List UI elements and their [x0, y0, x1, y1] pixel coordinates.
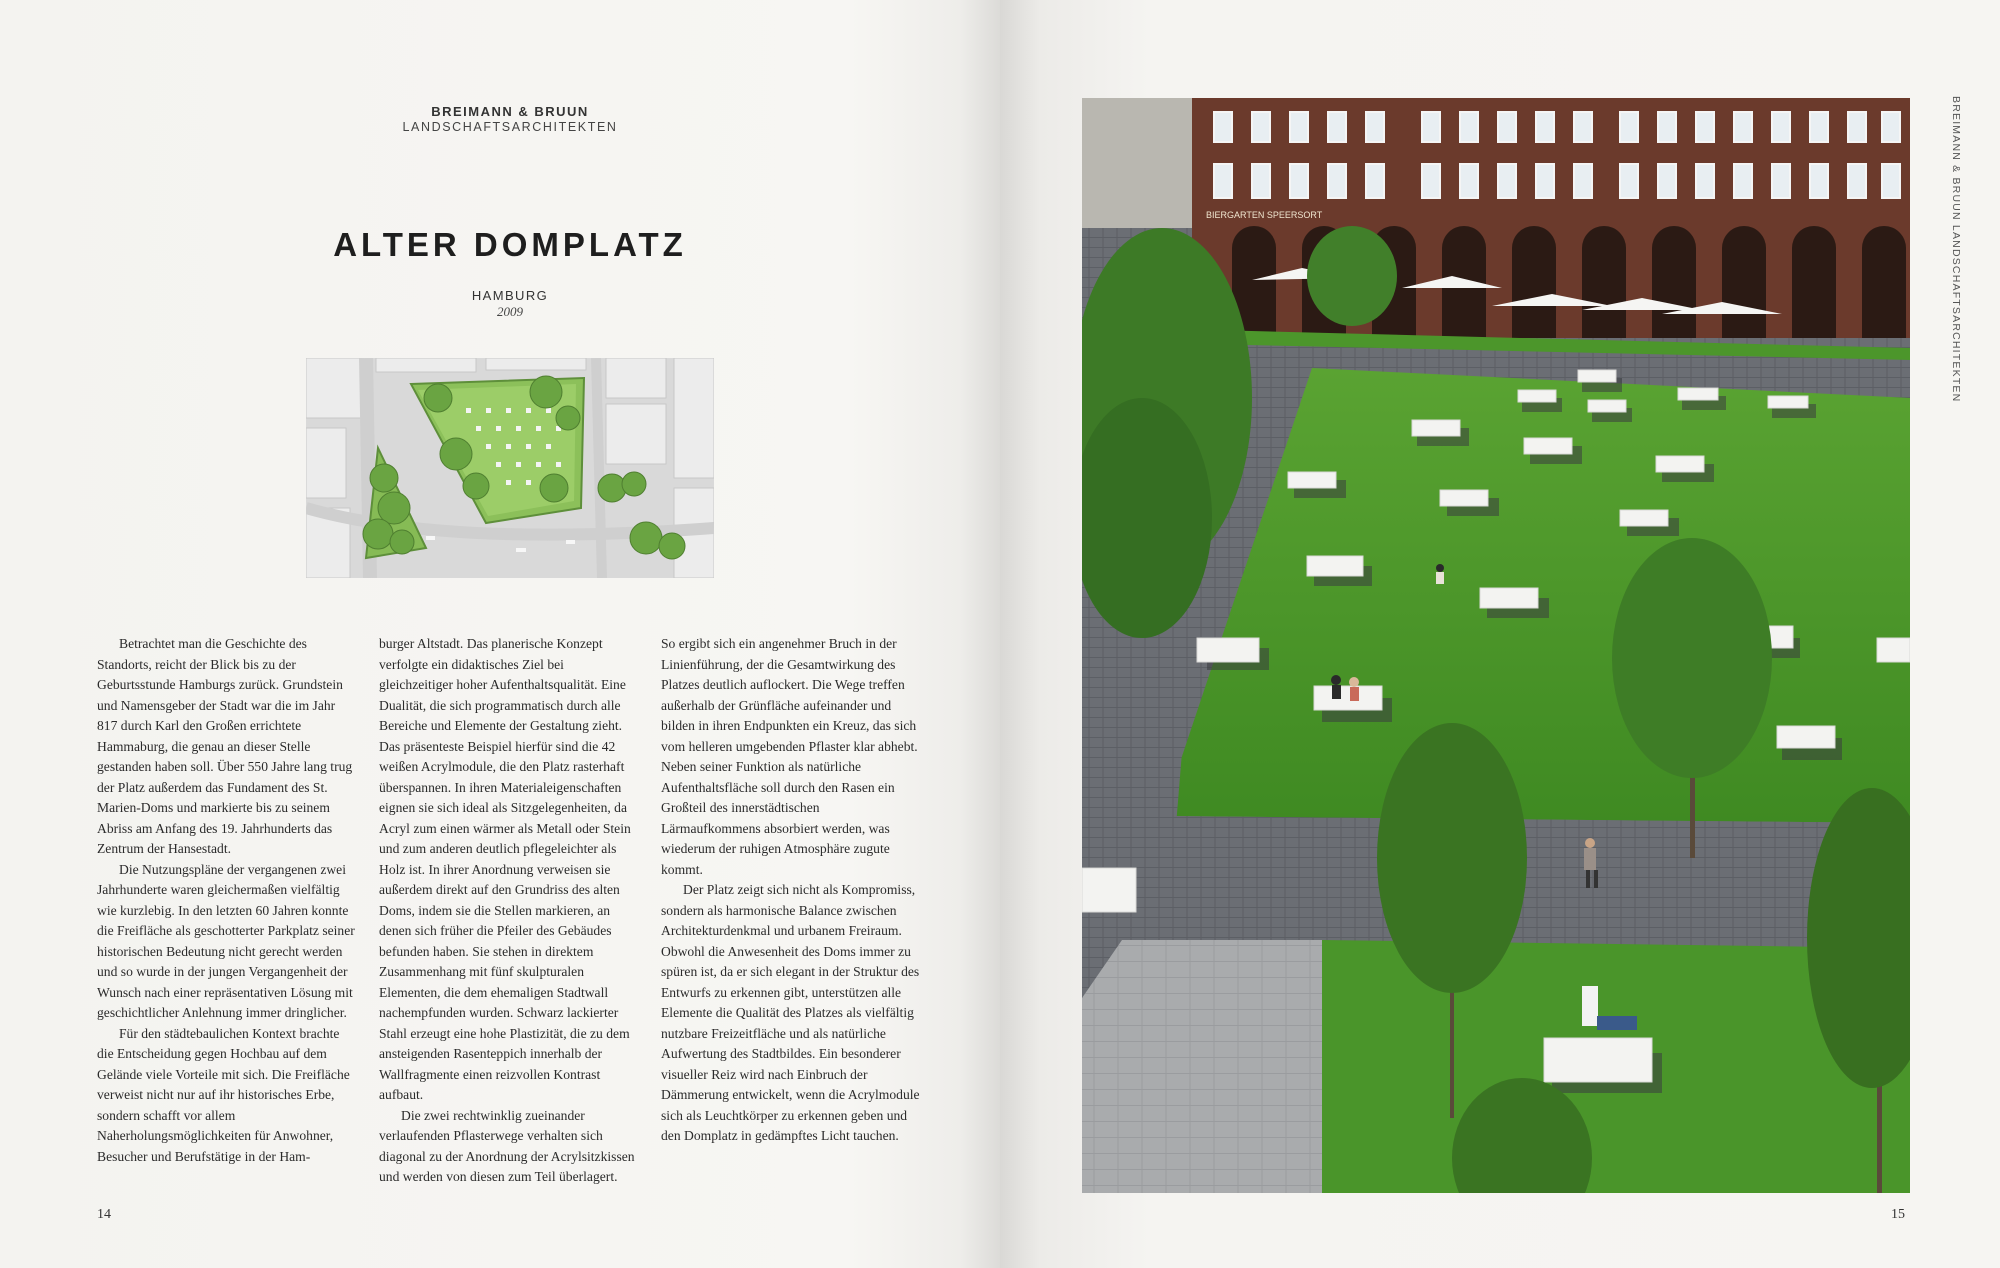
page-number-left: 14	[97, 1207, 111, 1222]
text-column-2	[379, 634, 639, 1188]
site-plan-graphic	[306, 358, 714, 578]
photo-graphic	[1082, 98, 1910, 1193]
paragraph: Der Platz zeigt sich nicht als Kompromiss, sondern als harmonische Balance zwischen Architekturdenkmal und urbanem Freiraum. Obwohl die Anwesenheit des Doms immer zu spüren ist, da er sich elegant in der Struktur des Entwurfs zu erkennen gibt, unterstützen alle Elemente die Qualität des Platzes als vielfältig nutzbare Freizeitfläche und als natürliche Aufwertung des Stadtbildes. Ein besonderer visueller Reiz wird nach Einbruch der Dämmerung entwickelt, wenn die Acrylmodule sich als Leuchtkörper zu erkennen geben und den Domplatz in gedämpftes Licht tauchen.	[661, 882, 920, 1143]
studio-subtitle: LANDSCHAFTSARCHITEKTEN	[402, 120, 618, 134]
project-year: 2009	[497, 304, 523, 319]
photo-sign-text: BIERGARTEN SPEERSORT	[1206, 210, 1323, 220]
page-number-right: 15	[1891, 1207, 1905, 1222]
domplatz-photo	[1082, 98, 1910, 1193]
paragraph: Betrachtet man die Geschichte des Standorts, reicht der Blick bis zu der Geburtsstunde Hamburgs zurück. Grundstein und Namensgeber der Stadt war die im Jahr 817 durch Karl den Großen errichtete Hammaburg, die genau an dieser Stelle gestanden haben soll. Über 550 Jahre lang trug der Platz außerdem das Fundament des St. Marien-Doms und markierte bis zu seinem Abriss am Anfang des 19. Jahrhunderts das Zentrum der Hansestadt.	[97, 636, 353, 856]
project-city: HAMBURG	[471, 288, 549, 303]
paragraph: Die Nutzungspläne der vergangenen zwei Jahrhunderte waren gleichermaßen vielfältig wie kurzlebig. In den letzten 60 Jahren konnte die Freifläche als geschotterter Parkplatz seiner historischen Bedeutung nicht gerecht werden und so wurde in der jungen Vergangenheit der Wunsch nach einer repräsentativen Lösung mit geschichtlicher Anlehnung immer dringlicher.	[97, 861, 355, 1020]
paragraph: Für den städtebaulichen Kontext brachte die Entscheidung gegen Hochbau auf dem Gelände viele Vorteile mit sich. Die Freifläche verweist nicht nur auf ihr historisches Erbe, sondern schafft vor allem Naherholungsmöglichkeiten für Anwohner, Besucher und Berufstätige in der Ham-	[97, 1025, 350, 1164]
paragraph: burger Altstadt. Das planerische Konzept verfolgte ein didaktisches Ziel bei gleichzeitiger hoher Aufenthaltsqualität. Eine Dualität, die sich programmatisch durch alle Bereiche und Elemente der Gestaltung zieht. Das präsenteste Beispiel hierfür sind die 42 weißen Acrylmodule, die den Platz rasterhaft überspannen. In ihren Materialeigenschaften eignen sie sich ideal als Sitzgelegenheiten, da Acryl zum einen wärmer als Metall oder Stein und zum anderen deutlich pflegeleichter als Holz ist. In ihrer Anordnung verweisen sie außerdem direkt auf den Grundriss des alten Doms, indem sie die Stellen markieren, an denen sich früher die Pfeiler des Gebäudes befunden haben. Sie stehen in direktem Zusammenhang mit fünf skulpturalen Elementen, die dem ehemaligen Stadtwall nachempfunden wurden. Schwarz lackierter Stahl erzeugt eine hohe Plastizität, die zu dem ansteigenden Rasenteppich innerhalb der Wallfragmente einen reizvollen Kontrast aufbaut.	[379, 636, 631, 1102]
paragraph: So ergibt sich ein angenehmer Bruch in der Linienführung, der die Gesamtwirkung des Platzes deutlich auflockert. Die Wege treffen außerhalb der Grünfläche aufeinander und bilden in ihren Endpunkten ein Kreuz, das sich vom helleren umgebenden Pflaster klar abhebt. Neben seiner Funktion als natürliche Aufenthaltsfläche soll durch den Rasen ein Großteil des innerstädtischen Lärmaufkommens absorbiert werden, was wiederum der ruhigen Atmosphäre zugute kommt.	[661, 636, 918, 877]
page-title: ALTER DOMPLATZ	[333, 226, 687, 263]
vertical-studio-label: BREIMANN & BRUUN LANDSCHAFTSARCHITEKTEN	[1950, 96, 1962, 403]
studio-name: BREIMANN & BRUUN	[431, 104, 589, 119]
text-column-1	[97, 634, 357, 1167]
paragraph: Die zwei rechtwinklig zueinander verlaufenden Pflasterwege verhalten sich diagonal zu der Anordnung der Acrylsitzkissen und werden von diesen zum Teil überlagert.	[379, 1107, 635, 1184]
site-plan-illustration	[306, 358, 714, 578]
text-column-3	[661, 634, 921, 1147]
